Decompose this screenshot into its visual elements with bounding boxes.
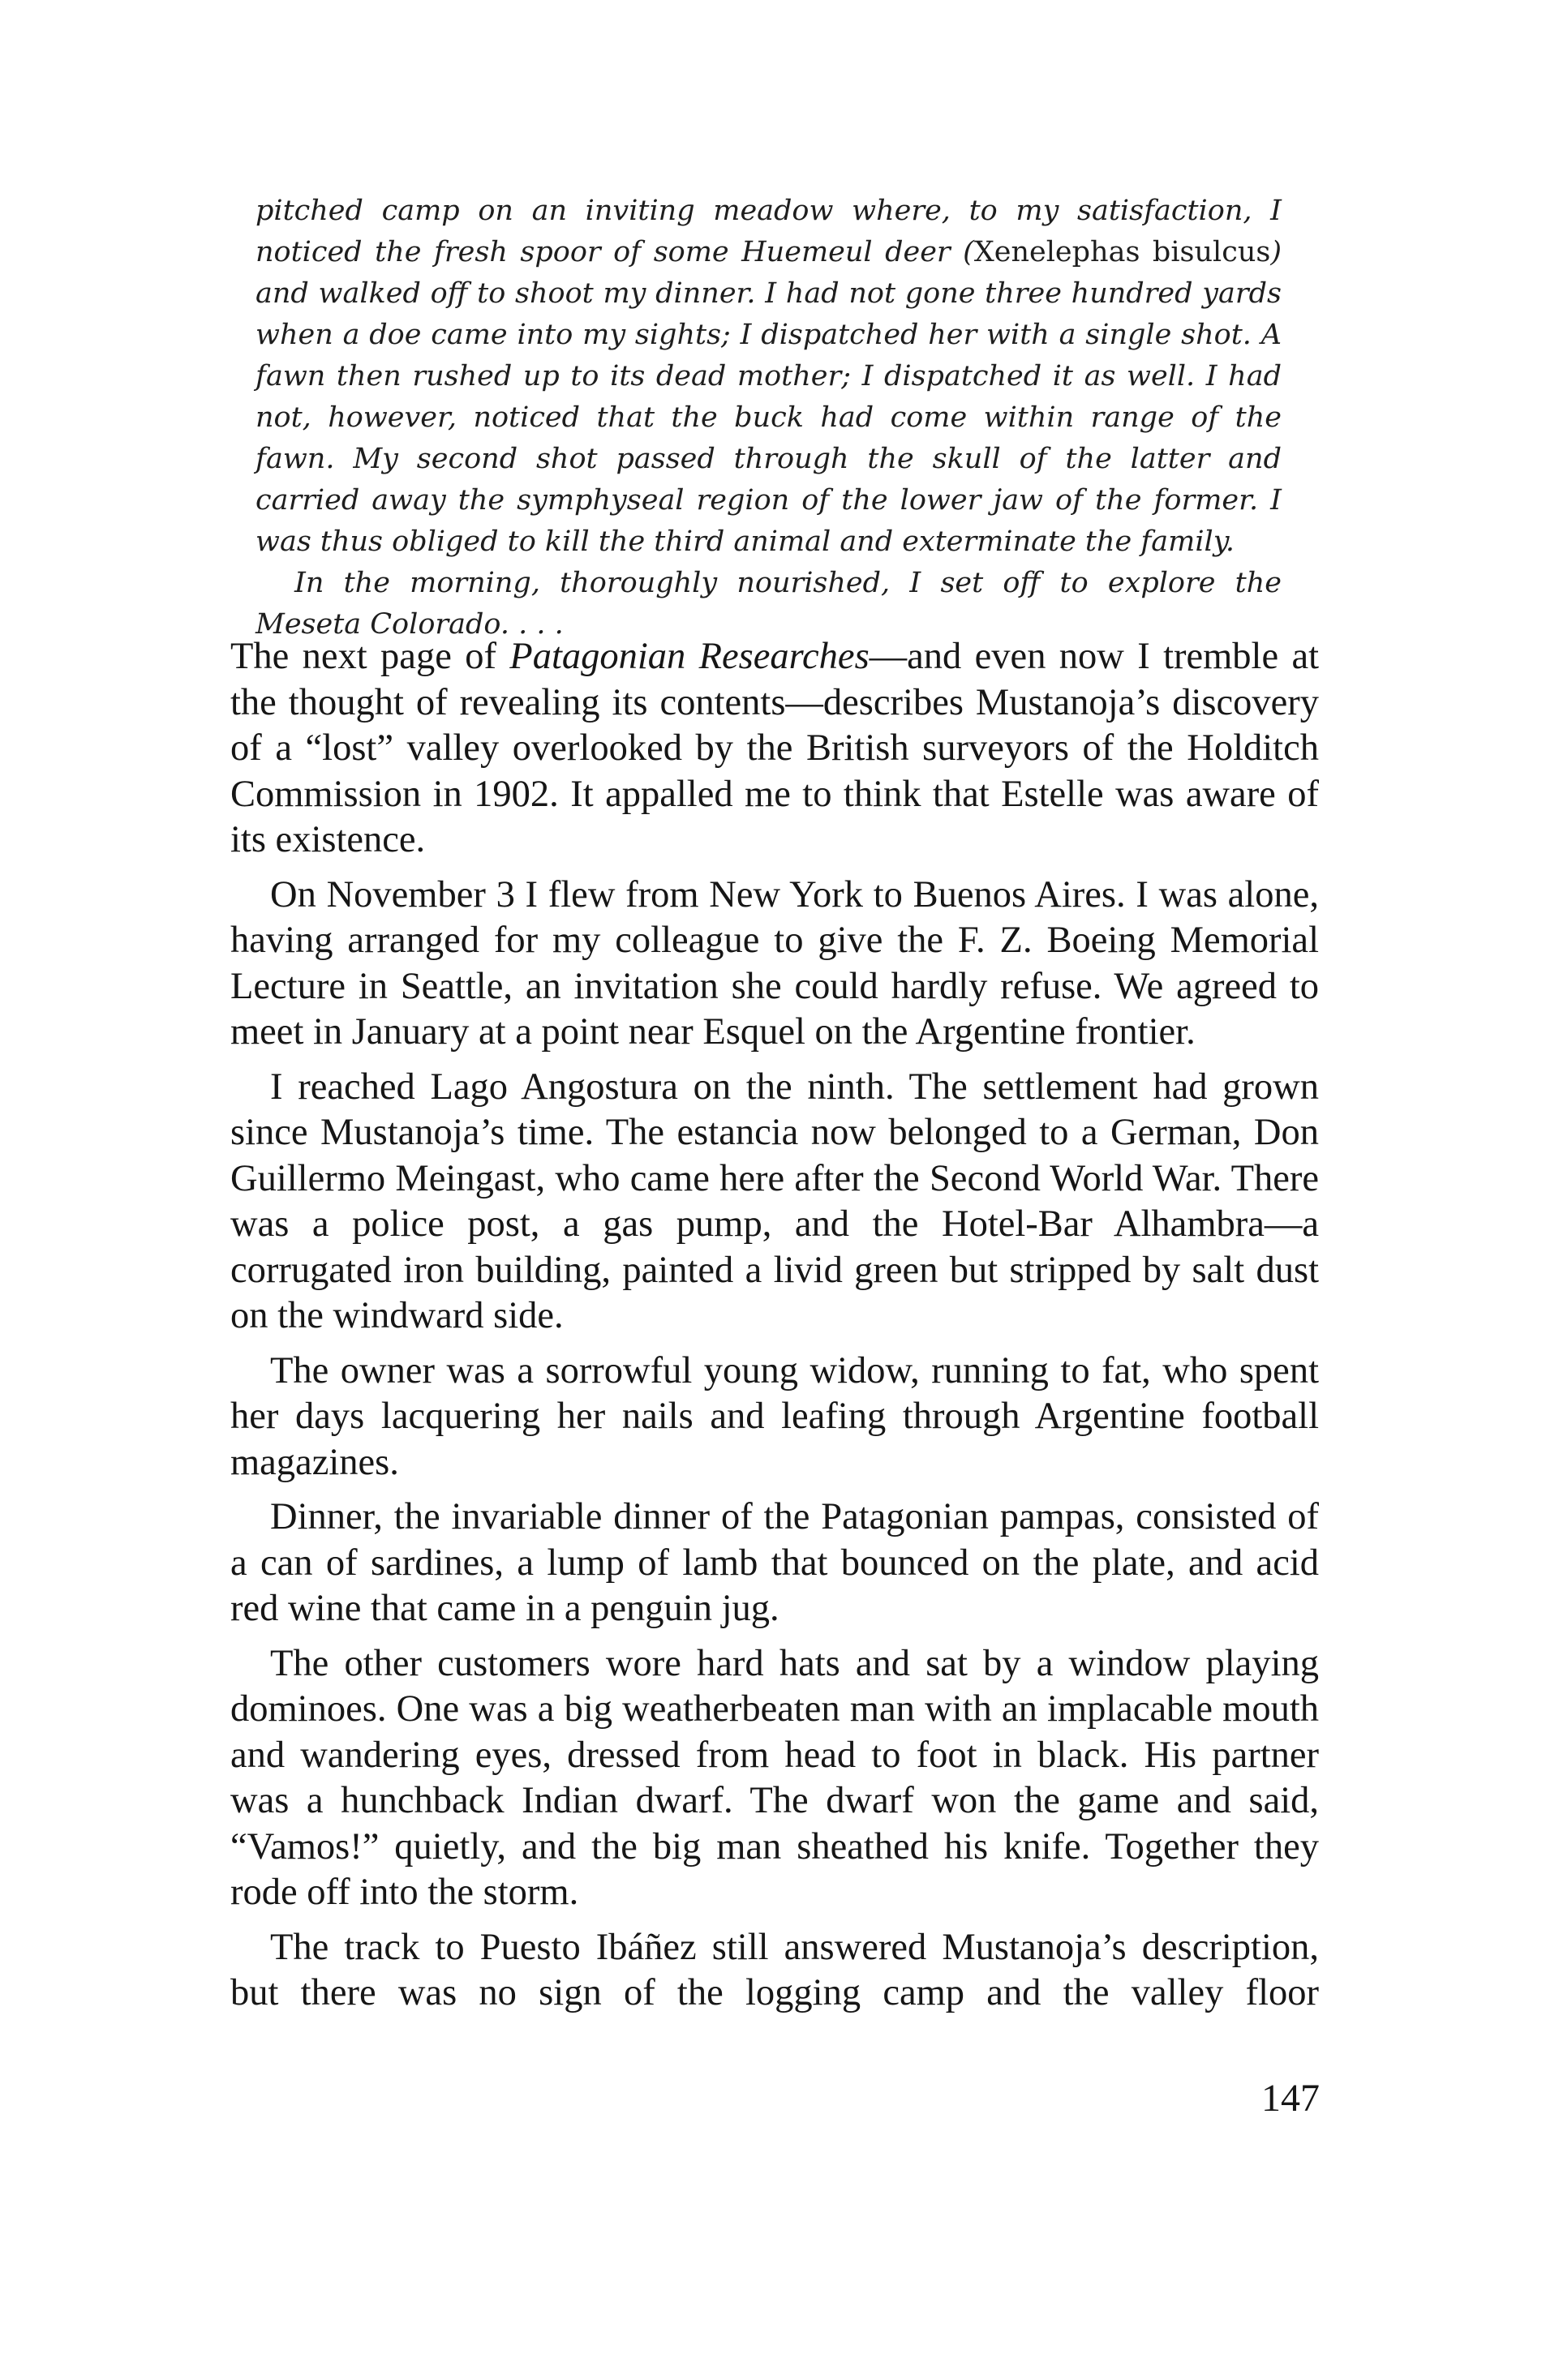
body-paragraph-5: Dinner, the invariable dinner of the Patagonian pampas, consisted of a can of sardines, a lump of lamb that bounced on the plate, and acid red wine that came in a penguin jug. [230,1496,1319,1629]
page-number: 147 [1261,2077,1320,2120]
body-paragraph-2: On November 3 I flew from New York to Buenos Aires. I was alone, having arranged for my colleague to give the F. Z. Boeing Memorial Lecture in Seattle, an invitation she could hardly refuse. We agreed to meet in January at a point near Esquel on the Argentine frontier. [230,873,1319,1053]
quoted-passage [256,191,1282,645]
body-text-run: The next page of [230,636,510,677]
quote-text: ) and walked off to shoot my dinner. I had not gone three hundred yards when a doe came into my sights; I dispatched her with a single shot. A fawn then rushed up to its dead mother; I dispatched it as well. I had not, however, noticed that the buck had come within range of the fawn. My second shot passed through the skull of the latter and carried away the symphyseal region of the lower jaw of the former. I was thus obliged to kill the third animal and exterminate the family. [256,236,1282,558]
species-name: Xenelephas bisulcus [973,236,1271,268]
quote-paragraph-1 [256,191,1282,563]
body-text [230,634,1319,2026]
body-paragraph-4: The owner was a sorrowful young widow, running to fat, who spent her days lacquering her nails and leafing through Argentine football magazines. [230,1349,1319,1483]
quote-text: pitched camp on an inviting meadow where, to my satisfaction, I noticed the fresh spoor of some Huemeul deer ( [256,195,1282,268]
book-title: Patagonian Researches [509,636,870,677]
body-text-run: —and even now I tremble at the thought of revealing its contents—describes Mustanoja’s discovery of a “lost” valley overlooked by the British surveyors of the Holditch Commission in 1902. It appalled me to think that Estelle was aware of its existence. [230,636,1320,860]
body-paragraph-7: The track to Puesto Ibáñez still answered Mustanoja’s description, but there was no sign of the logging camp and the valley floor [230,1926,1319,2013]
body-paragraph-1 [230,634,1319,864]
body-paragraph-3: I reached Lago Angostura on the ninth. The settlement had grown since Mustanoja’s time. The estancia now belonged to a German, Don Guillermo Meingast, who came here after the Second World War. There was a police post, a gas pump, and the Hotel-Bar Alhambra—a corrugated iron building, painted a livid green but stripped by salt dust on the windward side. [230,1066,1319,1336]
body-paragraph-6: The other customers wore hard hats and sat by a window playing dominoes. One was a big weatherbeaten man with an implacable mouth and wandering eyes, dressed from head to foot in black. His partner was a hunchback Indian dwarf. The dwarf won the game and said, “Vamos!” quietly, and the big man sheathed his knife. Together they rode off into the storm. [230,1642,1319,1913]
quote-paragraph-2: In the morning, thoroughly nourished, I set off to explore the Meseta Colorado. . . . [256,567,1282,641]
